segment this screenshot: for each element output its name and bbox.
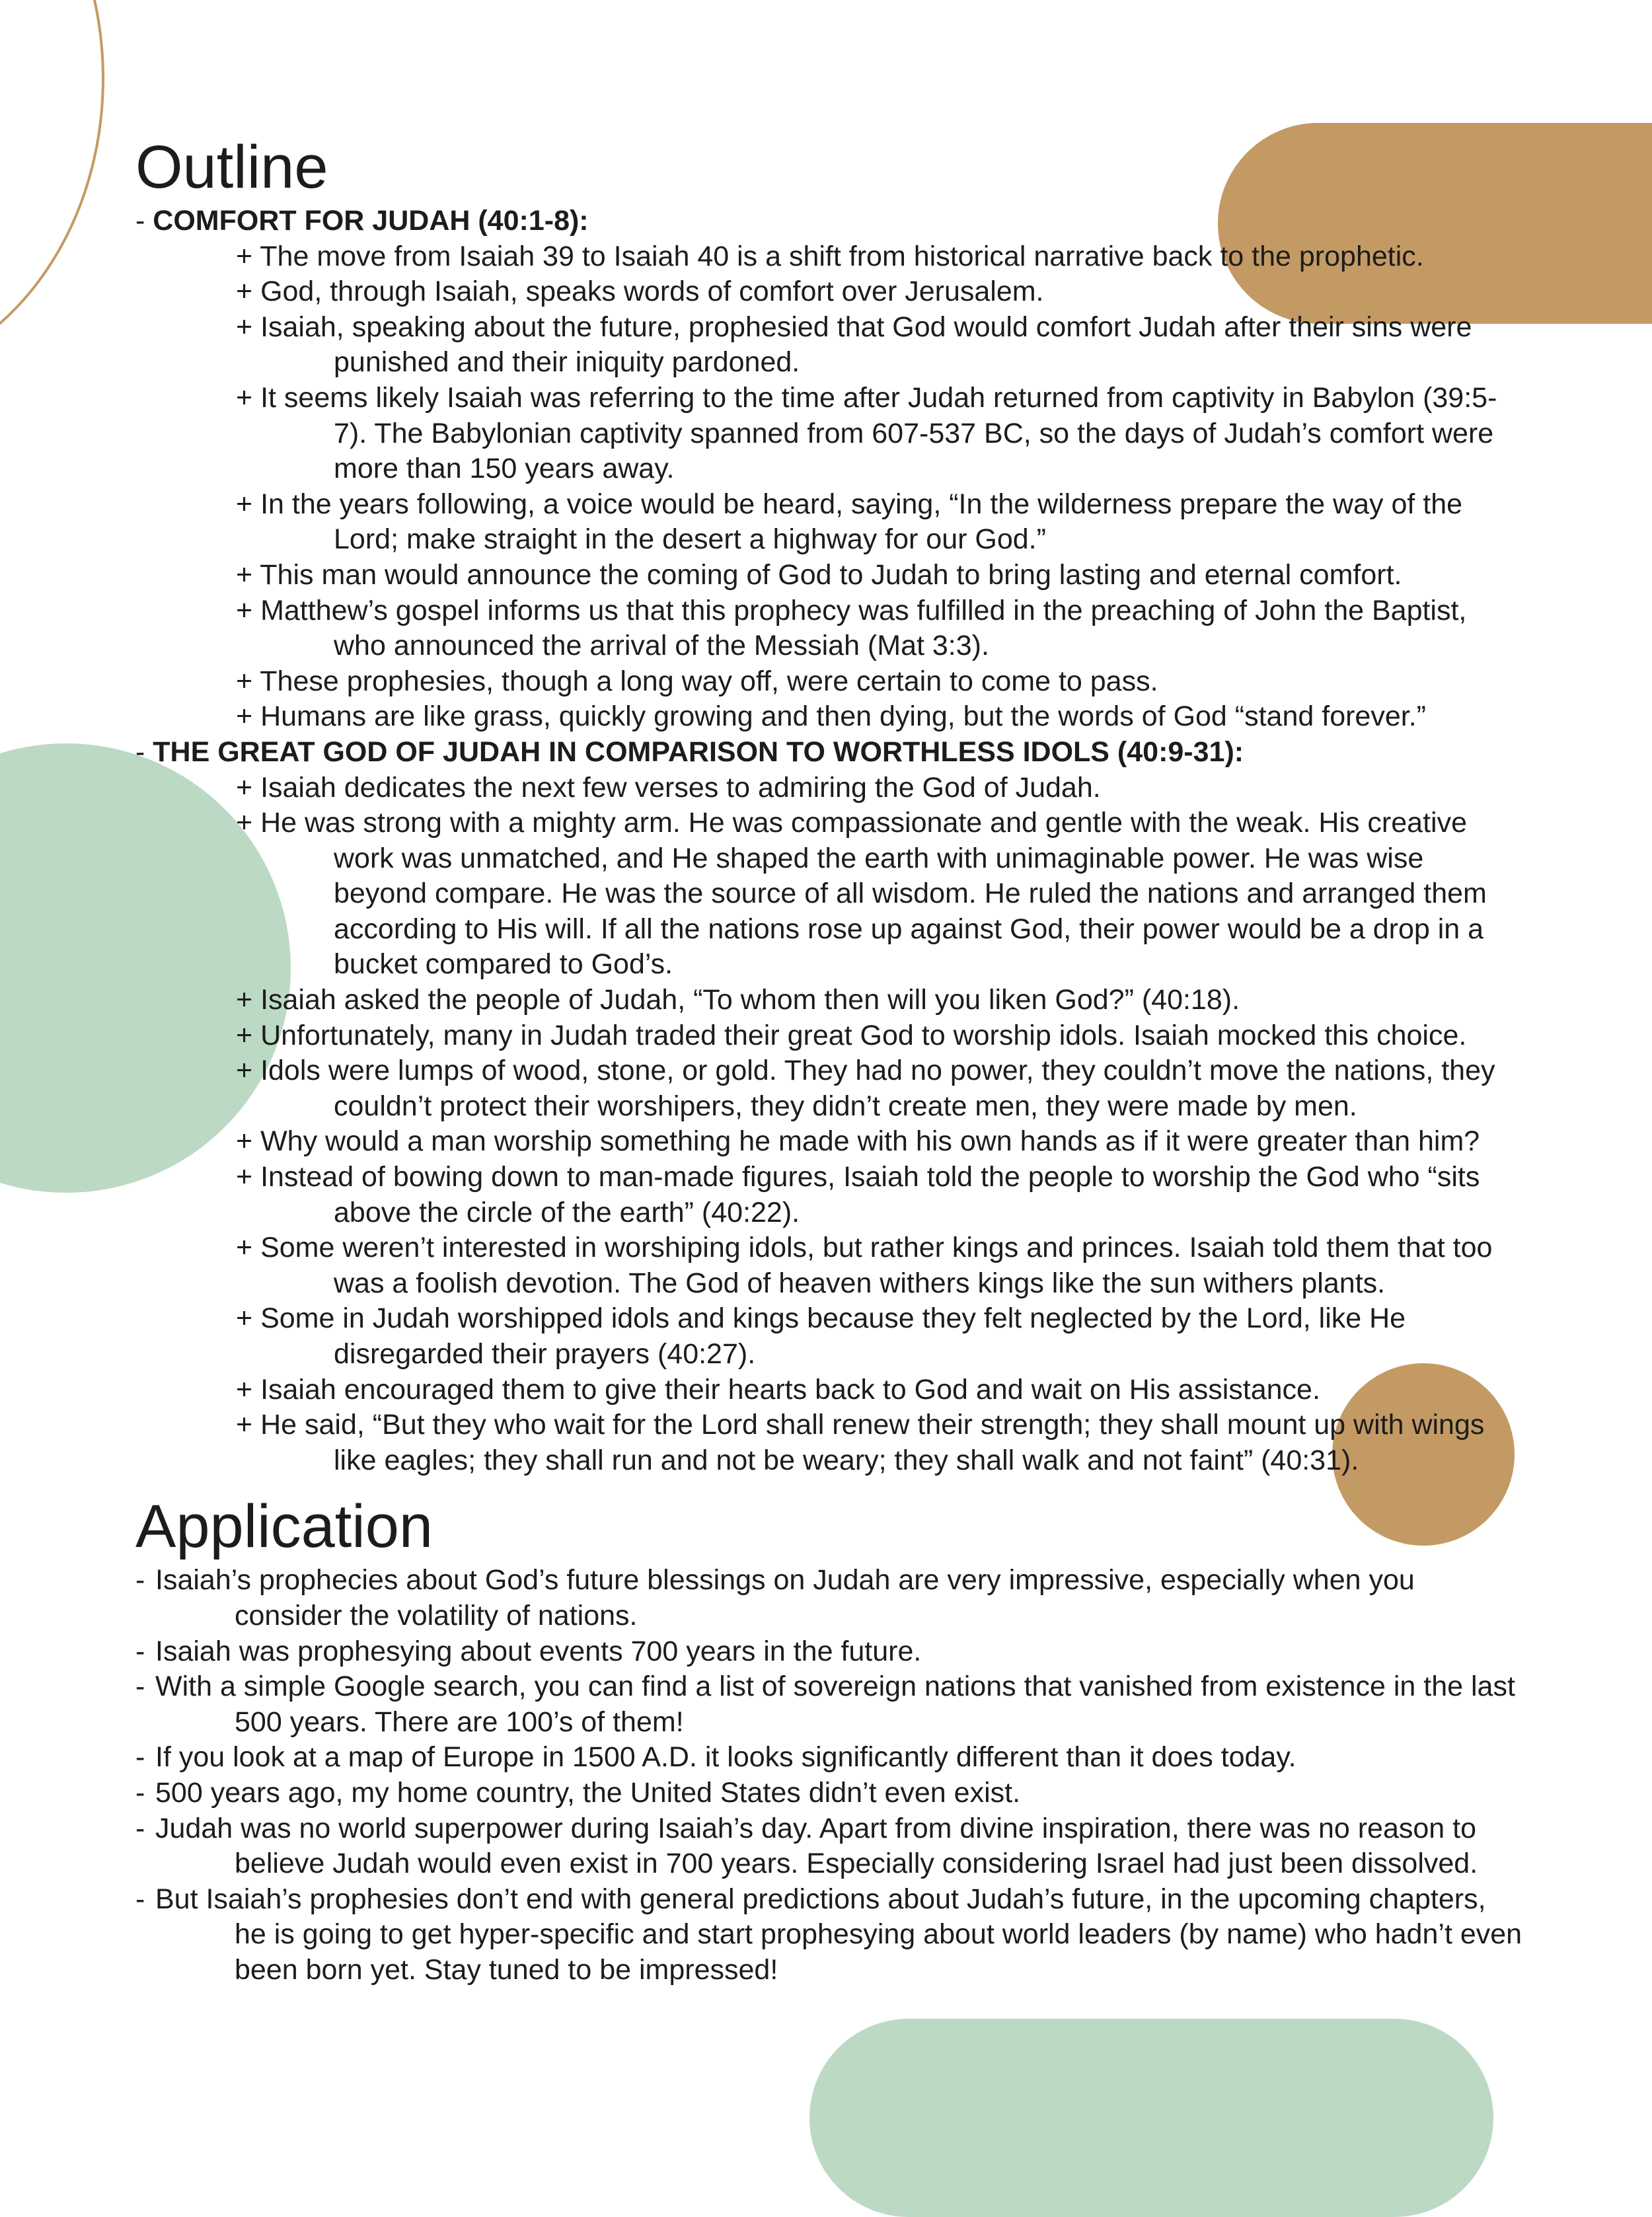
outline-bullet: + Humans are like grass, quickly growing and then dying, but the words of God “stand forever.” [236,700,1426,733]
application-item: - Isaiah was prophesying about events 700 years in the future. [135,1635,922,1667]
outline-bullet: + In the years following, a voice would be heard, saying, “In the wilderness prepare the way of the Lord; make straight in the desert a highway for our God.” [236,488,1463,556]
outline-bullet: + Isaiah, speaking about the future, prophesied that God would comfort Judah after their sins were punished and their iniquity pardoned. [236,311,1472,379]
outline-bullet: + Some weren’t interested in worshiping idols, but rather kings and princes. Isaiah told them that too was a foolish devotion. The God of heaven withers kings like the sun withers plants. [236,1232,1493,1299]
application-item-text: Judah was no world superpower during Isaiah’s day. Apart from divine inspiration, there was no reason to believe Judah would even exist in 700 years. Especially considering Israel had just been dissolved. [155,1812,1478,1880]
bullet-text: This man would announce the coming of God to Judah to bring lasting and eternal comfort. [260,558,1402,591]
section-heading: - THE GREAT GOD OF JUDAH IN COMPARISON TO WORTHLESS IDOLS (40:9-31): [135,735,1244,768]
outline-bullet: + It seems likely Isaiah was referring to the time after Judah returned from captivity in Babylon (39:5-7). The Babylonian captivity spanned from 607-537 BC, so the days of Judah’s comfort were more than 150 years away. [236,381,1497,485]
outline-bullet: + Unfortunately, many in Judah traded their great God to worship idols. Isaiah mocked this choice. [236,1019,1467,1051]
bullet-text: The move from Isaiah 39 to Isaiah 40 is a shift from historical narrative back to the prophetic. [260,240,1424,272]
bullet-text: Isaiah, speaking about the future, prophesied that God would comfort Judah after their sins were punished and their iniquity pardoned. [260,311,1472,379]
bullet-text: Instead of bowing down to man-made figures, Isaiah told the people to worship the God who “sits above the circle of the earth” (40:22). [260,1161,1480,1228]
outline-section-2 [135,735,1523,1478]
outline-bullet: + Matthew’s gospel informs us that this prophecy was fulfilled in the preaching of John the Baptist, who announced the arrival of the Messiah (Mat 3:3). [236,594,1467,662]
application-item: - 500 years ago, my home country, the United States didn’t even exist. [135,1776,1021,1809]
application-item-text: With a simple Google search, you can find a list of sovereign nations that vanished from existence in the last 500 years. There are 100’s of them! [155,1671,1515,1738]
outline-title: Outline [135,133,328,201]
bullet-text: It seems likely Isaiah was referring to the time after Judah returned from captivity in Babylon (39:5-7). The Babylonian captivity spanned from 607-537 BC, so the days of Judah’s comfort were more than 150 years away. [260,381,1497,485]
outline-bullet: + Isaiah dedicates the next few verses to admiring the God of Judah. [236,771,1101,804]
outline-bullet: + He said, “But they who wait for the Lord shall renew their strength; they shall mount up with wings like eagles; they shall run and not be weary; they shall walk and not faint” (40:31). [236,1409,1485,1476]
outline-section-1 [135,204,1523,735]
application-list [135,1563,1523,1988]
bullet-text: Matthew’s gospel informs us that this prophecy was fulfilled in the preaching of John the Baptist, who announced the arrival of the Messiah (Mat 3:3). [260,594,1467,662]
page-content [135,131,1523,1988]
bullet-text: Isaiah encouraged them to give their hearts back to God and wait on His assistance. [260,1373,1320,1406]
outline-bullet: + The move from Isaiah 39 to Isaiah 40 is a shift from historical narrative back to the prophetic. [236,240,1424,272]
bullet-text: Idols were lumps of wood, stone, or gold. They had no power, they couldn’t move the nations, they couldn’t protect their worshipers, they didn’t create men, they were made by men. [260,1055,1495,1122]
application-title: Application [135,1493,433,1561]
bullet-text: He said, “But they who wait for the Lord shall renew their strength; they shall mount up with wings like eagles; they shall run and not be weary; they shall walk and not faint” (40:31). [260,1409,1485,1476]
section-heading-text: COMFORT FOR JUDAH (40:1-8): [153,205,589,237]
bullet-text: In the years following, a voice would be heard, saying, “In the wilderness prepare the way of the Lord; make straight in the desert a highway for our God.” [260,488,1463,556]
application-item: - But Isaiah’s prophesies don’t end with general predictions about Judah’s future, in the upcoming chapters, he is going to get hyper-specific and start prophesying about world leaders (by name) who hadn’t even been born yet. Stay tuned to be impressed! [135,1883,1522,1986]
application-item-text: Isaiah was prophesying about events 700 years in the future. [155,1635,922,1667]
outline-bullet: + Isaiah encouraged them to give their hearts back to God and wait on His assistance. [236,1373,1320,1406]
outline-bullet: + He was strong with a mighty arm. He was compassionate and gentle with the weak. His creative work was unmatched, and He shaped the earth with unimaginable power. He was wise beyond compare. He was the source of all wisdom. He ruled the nations and arranged them according to His will. If all the nations rose up against God, their power would be a drop in a bucket compared to God’s. [236,807,1487,981]
section-heading-text: THE GREAT GOD OF JUDAH IN COMPARISON TO WORTHLESS IDOLS (40:9-31): [153,735,1244,768]
application-item-text: But Isaiah’s prophesies don’t end with general predictions about Judah’s future, in the upcoming chapters, he is going to get hyper-specific and start prophesying about world leaders (by name) who hadn’t even been born yet. Stay tuned to be impressed! [155,1883,1522,1986]
application-item-text: 500 years ago, my home country, the United States didn’t even exist. [155,1776,1021,1809]
outline-bullet: + Why would a man worship something he made with his own hands as if it were greater than him? [236,1125,1480,1158]
decorative-arc [0,0,104,382]
bullet-text: Why would a man worship something he made with his own hands as if it were greater than him? [260,1125,1480,1158]
decorative-green-pill [809,2019,1493,2217]
bullet-text: God, through Isaiah, speaks words of comfort over Jerusalem. [260,276,1044,308]
outline-bullet: + These prophesies, though a long way off, were certain to come to pass. [236,665,1158,697]
outline-bullet: + Some in Judah worshipped idols and kings because they felt neglected by the Lord, like He disregarded their prayers (40:27). [236,1302,1406,1370]
application-item: - With a simple Google search, you can find a list of sovereign nations that vanished from existence in the last 500 years. There are 100’s of them! [135,1671,1515,1738]
bullet-text: Isaiah dedicates the next few verses to admiring the God of Judah. [260,771,1101,804]
bullet-text: Isaiah asked the people of Judah, “To whom then will you liken God?” (40:18). [260,984,1240,1016]
application-item: - Isaiah’s prophecies about God’s future blessings on Judah are very impressive, especially when you consider the volatility of nations. [135,1564,1415,1632]
bullet-text: Unfortunately, many in Judah traded their great God to worship idols. Isaiah mocked this choice. [260,1019,1467,1051]
application-item: - Judah was no world superpower during Isaiah’s day. Apart from divine inspiration, there was no reason to believe Judah would even exist in 700 years. Especially considering Israel had just been dissolved. [135,1812,1478,1880]
bullet-text: Humans are like grass, quickly growing and then dying, but the words of God “stand forever.” [260,700,1426,733]
application-item-text: If you look at a map of Europe in 1500 A.D. it looks significantly different than it does today. [155,1741,1296,1774]
bullet-text: Some weren’t interested in worshiping idols, but rather kings and princes. Isaiah told them that too was a foolish devotion. The God of heaven withers kings like the sun withers plants. [260,1232,1493,1299]
bullet-text: He was strong with a mighty arm. He was compassionate and gentle with the weak. His creative work was unmatched, and He shaped the earth with unimaginable power. He was wise beyond compare. He was the source of all wisdom. He ruled the nations and arranged them according to His will. If all the nations rose up against God, their power would be a drop in a bucket compared to God’s. [260,807,1487,981]
application-item: - If you look at a map of Europe in 1500 A.D. it looks significantly different than it does today. [135,1741,1296,1774]
outline-bullet: + Idols were lumps of wood, stone, or gold. They had no power, they couldn’t move the nations, they couldn’t protect their worshipers, they didn’t create men, they were made by men. [236,1055,1495,1122]
bullet-text: Some in Judah worshipped idols and kings because they felt neglected by the Lord, like He disregarded their prayers (40:27). [260,1302,1406,1370]
outline-bullet: + This man would announce the coming of God to Judah to bring lasting and eternal comfort. [236,558,1402,591]
outline-bullet: + God, through Isaiah, speaks words of comfort over Jerusalem. [236,276,1044,308]
outline-bullet: + Instead of bowing down to man-made figures, Isaiah told the people to worship the God who “sits above the circle of the earth” (40:22). [236,1161,1480,1228]
bullet-text: These prophesies, though a long way off, were certain to come to pass. [260,665,1158,697]
application-item-text: Isaiah’s prophecies about God’s future blessings on Judah are very impressive, especially when you consider the volatility of nations. [155,1564,1415,1632]
section-heading: - COMFORT FOR JUDAH (40:1-8): [135,205,589,237]
outline-bullet: + Isaiah asked the people of Judah, “To whom then will you liken God?” (40:18). [236,984,1240,1016]
